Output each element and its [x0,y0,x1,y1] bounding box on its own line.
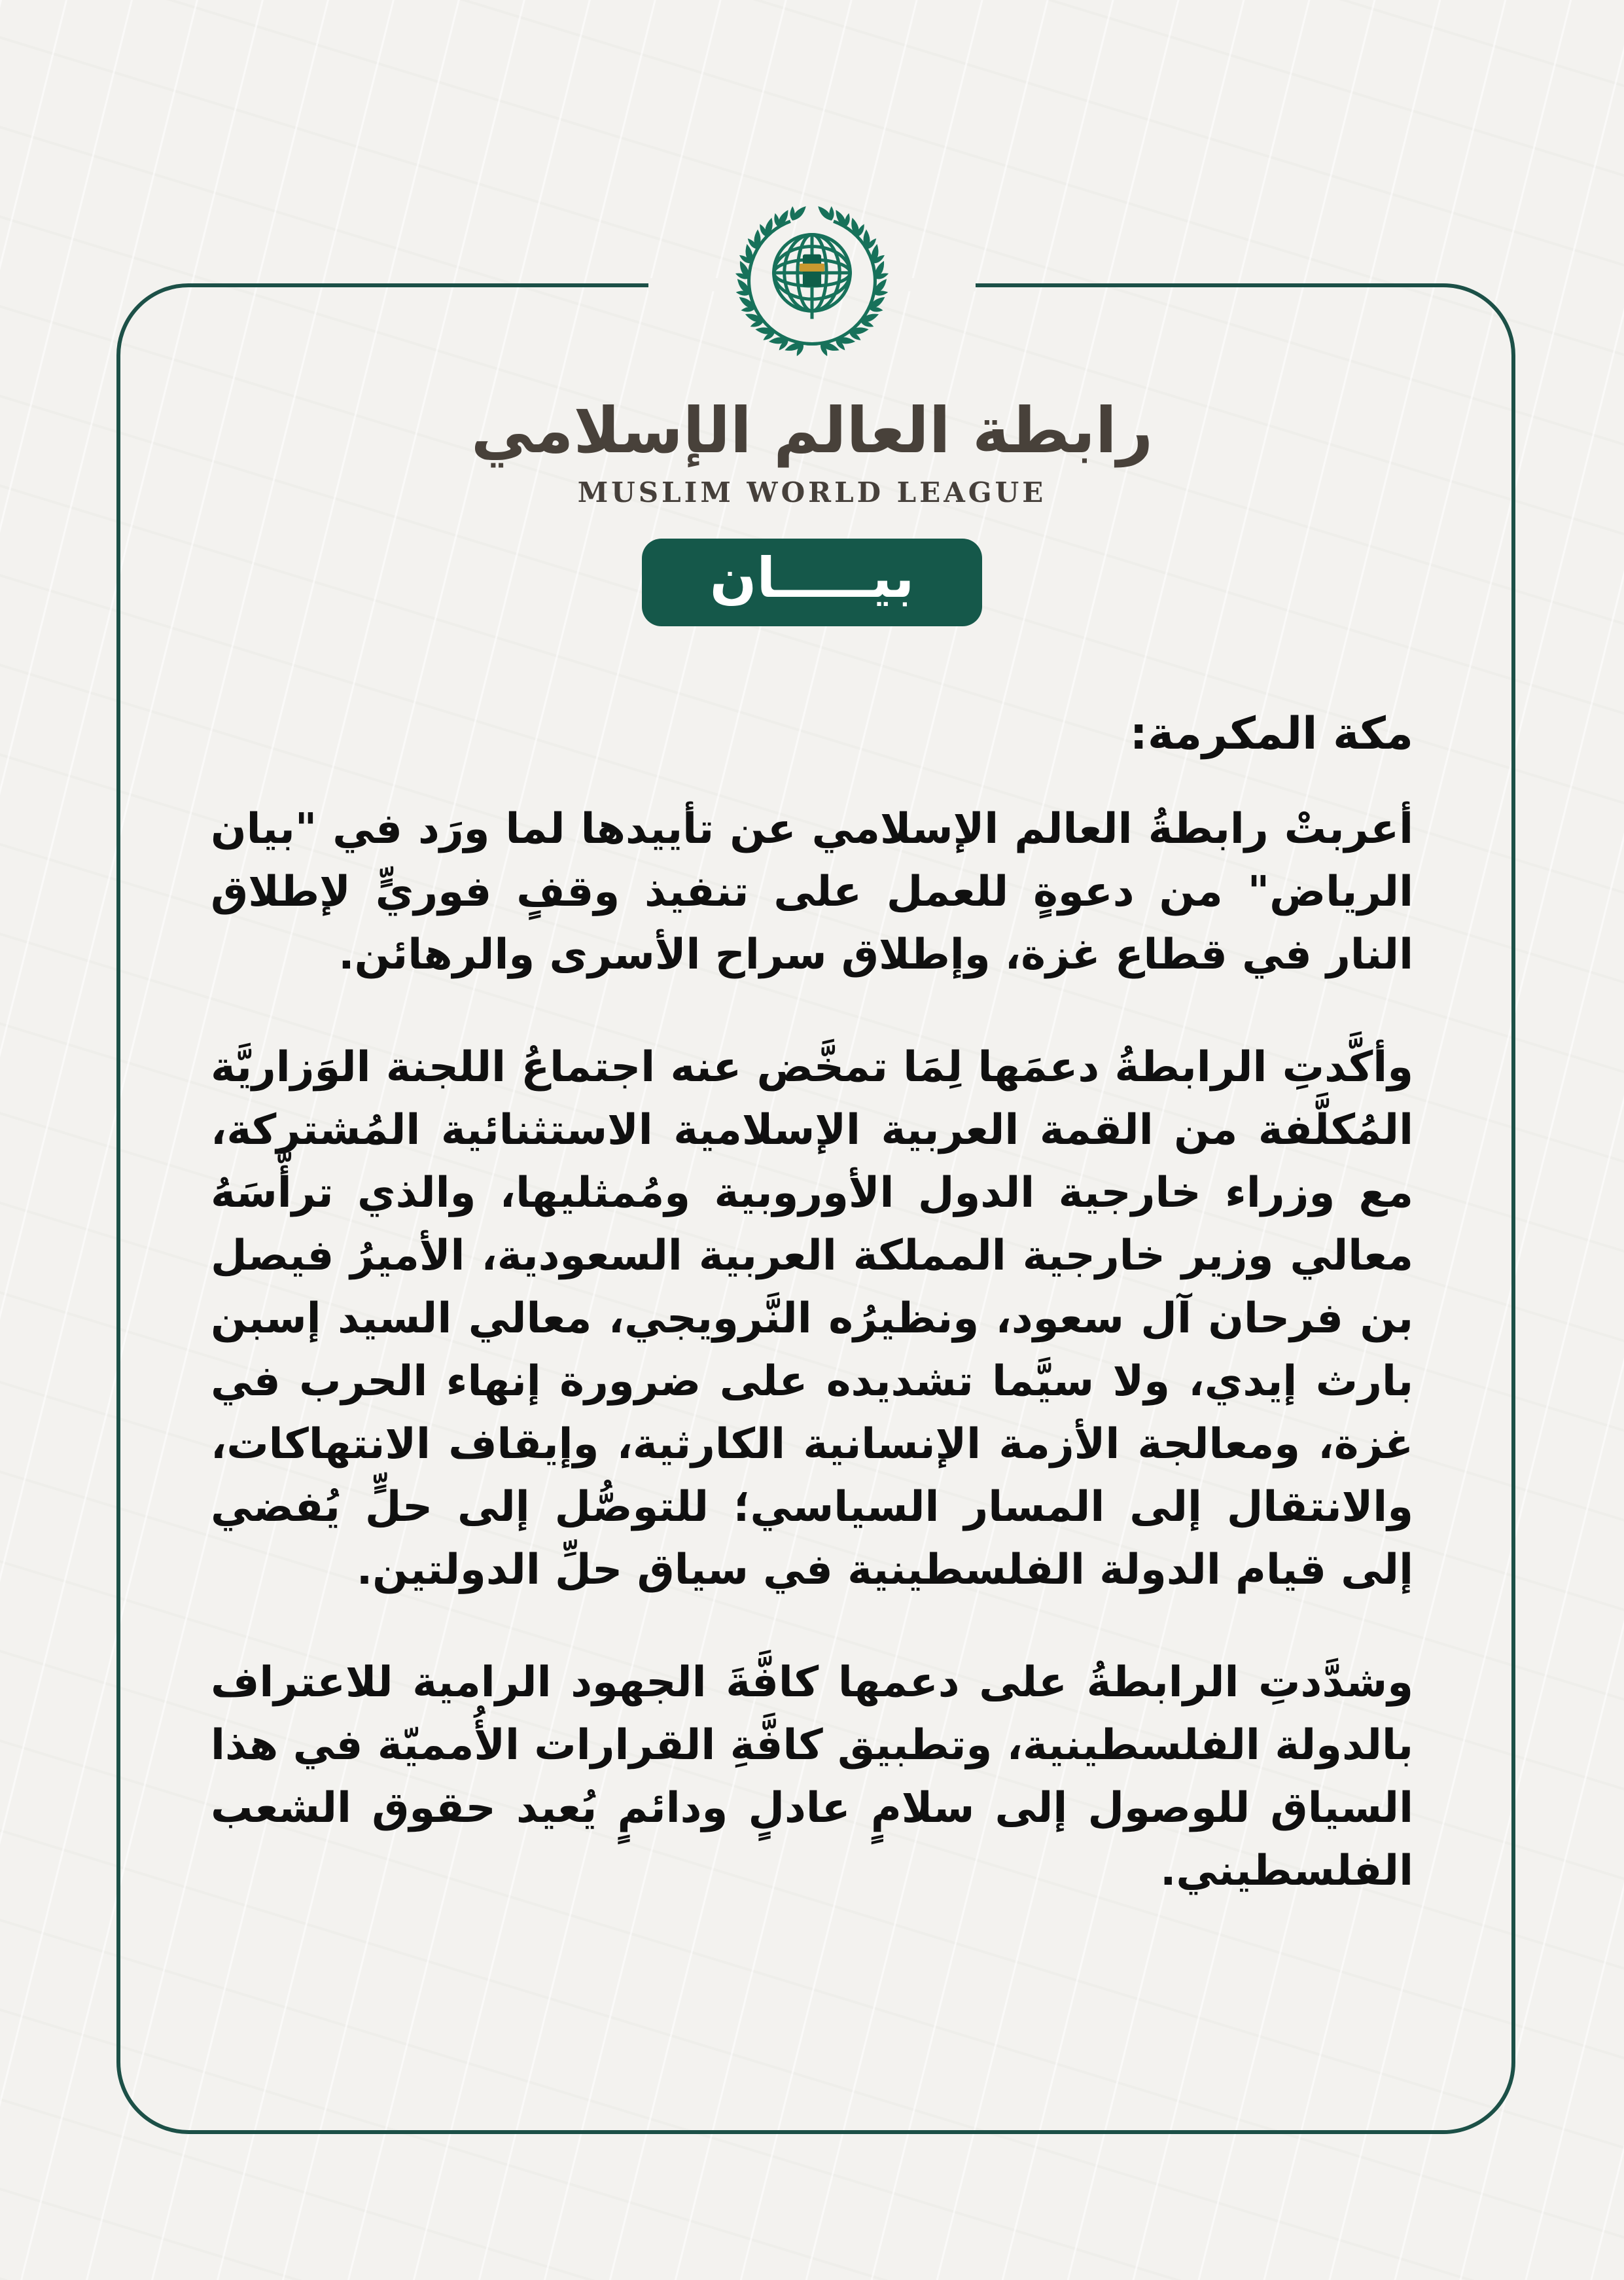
statement-paragraph-1: أعربتْ رابطةُ العالم الإسلامي عن تأييدها لما ورَد في "بيان الرياض" من دعوةٍ للعمل على تنفيذ وقفٍ فوريٍّ لإطلاق النار في قطاع غزة، وإطلاق سراح الأسرى والرهائن. [211,805,1413,979]
kaaba-icon [800,255,824,287]
statement-banner-label: بيـــــان [709,546,915,610]
kaaba-gold-band [800,264,824,272]
statement-banner [642,539,982,626]
statement-body [211,708,1413,1952]
mwl-name-en: MUSLIM WORLD LEAGUE [577,476,1047,508]
mwl-arabic-calligraphy: رابطة العالم الإسلامي [470,394,1154,467]
city-heading: مكة المكرمة: [1129,708,1413,760]
wreath-globe-icon [704,188,920,386]
statement-paragraph-2: وأكَّدتِ الرابطةُ دعمَها لِمَا تمخَّض عنه اجتماعُ اللجنة الوَزاريَّة المُكلَّفة من القمة العربية الإسلامية الاستثنائية المُشتركة، مع وزراء خارجية الدول الأوروبية ومُمثليها، والذي ترأَّسَهُ معالي وزير خارجية المملكة العربية السعودية، الأميرُ فيصل بن فرحان آل سعود، ونظيرُه النَّرويجي، معالي السيد إسبن بارث إيدي، ولا سيَّما تشديده على ضرورة إنهاء الحرب في غزة، ومعالجة الأزمة الإنسانية الكارثية، وإيقاف الانتهاكات، والانتقال إلى المسار السياسي؛ للتوصُّل إلى حلٍّ يُفضي إلى قيام الدولة الفلسطينية في سياق حلِّ الدولتين. [211,1043,1413,1594]
mwl-logo-block [0,188,1624,626]
statement-paragraph-3: وشدَّدتِ الرابطةُ على دعمها كافَّةَ الجهود الرامية للاعتراف بالدولة الفلسطينية، وتطبيق كافَّةِ القرارات الأُمميّة في هذا السياق للوصول إلى سلامٍ عادلٍ ودائمٍ يُعيد حقوق الشعب الفلسطيني. [211,1658,1413,1895]
